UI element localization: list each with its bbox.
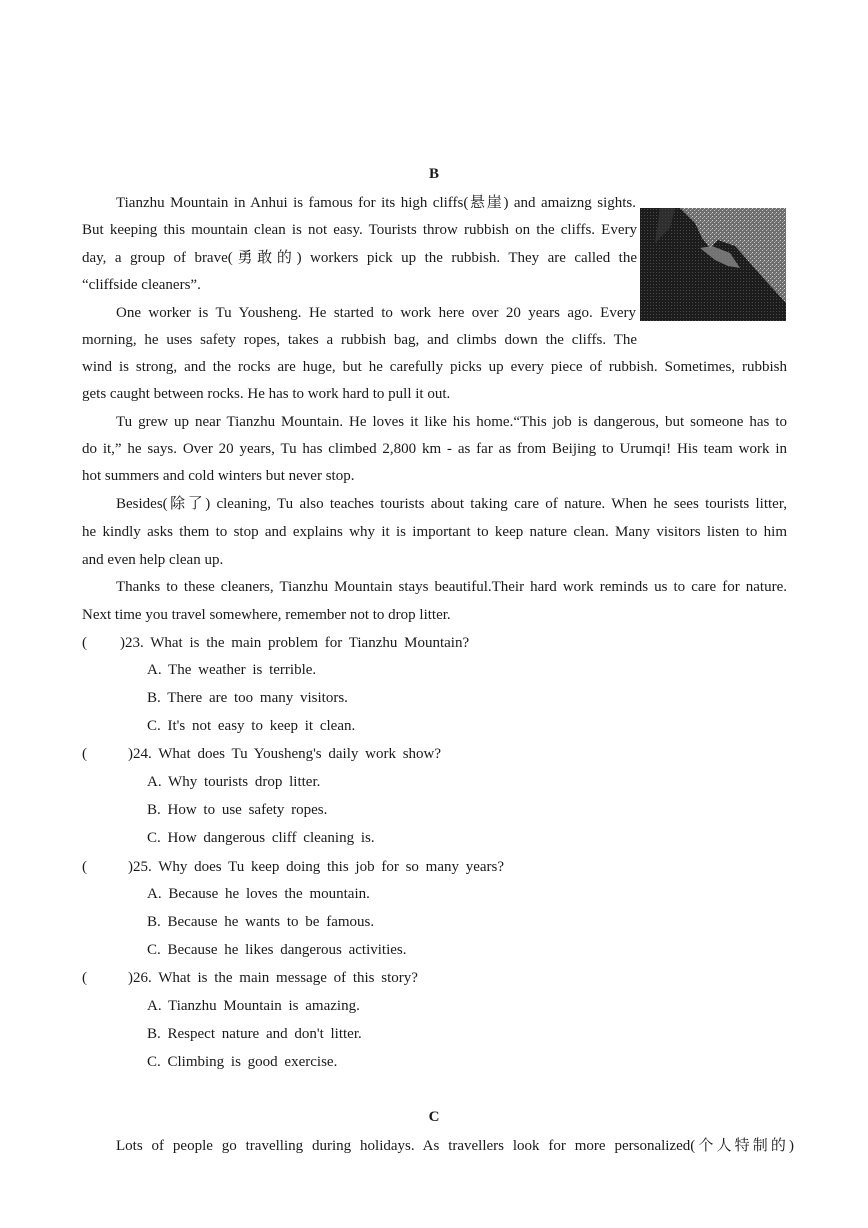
question-number: )26.	[128, 970, 152, 986]
option-c: C. It's not easy to keep it clean.	[147, 718, 356, 734]
question-23	[82, 633, 469, 653]
paragraph-line: and even help clean up.	[82, 552, 224, 568]
section-c-heading: C	[428, 1109, 440, 1125]
paragraph-line: do it,” he says. Over 20 years, Tu has climbed 2,800 km - as far as from Beijing to Urumqi! His team work in	[82, 441, 787, 457]
question-text: What is the main problem for Tianzhu Mountain?	[150, 635, 470, 651]
question-25	[82, 857, 504, 877]
paragraph-line: Next time you travel somewhere, remember not to drop litter.	[82, 607, 451, 623]
option-a: A. Because he loves the mountain.	[147, 886, 370, 902]
question-number: )24.	[128, 746, 152, 762]
paragraph-line: Besides(除了) cleaning, Tu also teaches tourists about taking care of nature. When he sees tourists litter,	[116, 496, 787, 512]
option-b: B. Because he wants to be famous.	[147, 914, 375, 930]
question-text: What does Tu Yousheng's daily work show?	[158, 746, 442, 762]
question-number: )25.	[128, 859, 152, 875]
paragraph-line: morning, he uses safety ropes, takes a rubbish bag, and climbs down the cliffs. The	[82, 332, 637, 348]
answer-blank[interactable]: (	[82, 970, 87, 986]
question-text: What is the main message of this story?	[158, 970, 418, 986]
paragraph-line: Lots of people go travelling during holidays. As travellers look for more personalized(个人特制的)	[116, 1138, 794, 1154]
question-24	[82, 744, 441, 764]
paragraph-line: Thanks to these cleaners, Tianzhu Mountain stays beautiful.Their hard work reminds us to care for nature.	[116, 579, 787, 595]
cliff-photo	[640, 208, 786, 321]
cliff-image-icon	[640, 208, 786, 321]
option-c: C. Climbing is good exercise.	[147, 1054, 338, 1070]
paragraph-line: “cliffside cleaners”.	[82, 277, 201, 293]
option-a: A. Why tourists drop litter.	[147, 774, 321, 790]
paragraph-line: wind is strong, and the rocks are huge, but he carefully picks up every piece of rubbish. Sometimes, rubbish	[82, 359, 787, 375]
paragraph-line: Tianzhu Mountain in Anhui is famous for its high cliffs(悬崖) and amaizng sights.	[116, 195, 636, 211]
option-b: B. There are too many visitors.	[147, 690, 348, 706]
answer-blank[interactable]: (	[82, 635, 87, 651]
paragraph-line: Tu grew up near Tianzhu Mountain. He loves it like his home.“This job is dangerous, but someone has to	[116, 414, 787, 430]
option-b: B. How to use safety ropes.	[147, 802, 328, 818]
option-a: A. Tianzhu Mountain is amazing.	[147, 998, 360, 1014]
paragraph-line: hot summers and cold winters but never stop.	[82, 468, 355, 484]
option-c: C. Because he likes dangerous activities.	[147, 942, 407, 958]
question-number: )23.	[120, 635, 144, 651]
answer-blank[interactable]: (	[82, 746, 87, 762]
option-b: B. Respect nature and don't litter.	[147, 1026, 362, 1042]
question-text: Why does Tu keep doing this job for so many years?	[158, 859, 505, 875]
answer-blank[interactable]: (	[82, 859, 87, 875]
question-26	[82, 968, 418, 988]
paragraph-line: he kindly asks them to stop and explains why it is important to keep nature clean. Many visitors listen to him	[82, 524, 787, 540]
paragraph-line: gets caught between rocks. He has to work hard to pull it out.	[82, 386, 451, 402]
paragraph-line: day, a group of brave(勇敢的) workers pick up the rubbish. They are called the	[82, 250, 637, 266]
paragraph-line: But keeping this mountain clean is not easy. Tourists throw rubbish on the cliffs. Every	[82, 222, 637, 238]
paragraph-line: One worker is Tu Yousheng. He started to work here over 20 years ago. Every	[116, 305, 636, 321]
option-a: A. The weather is terrible.	[147, 662, 317, 678]
option-c: C. How dangerous cliff cleaning is.	[147, 830, 375, 846]
section-b-heading: B	[428, 166, 439, 182]
